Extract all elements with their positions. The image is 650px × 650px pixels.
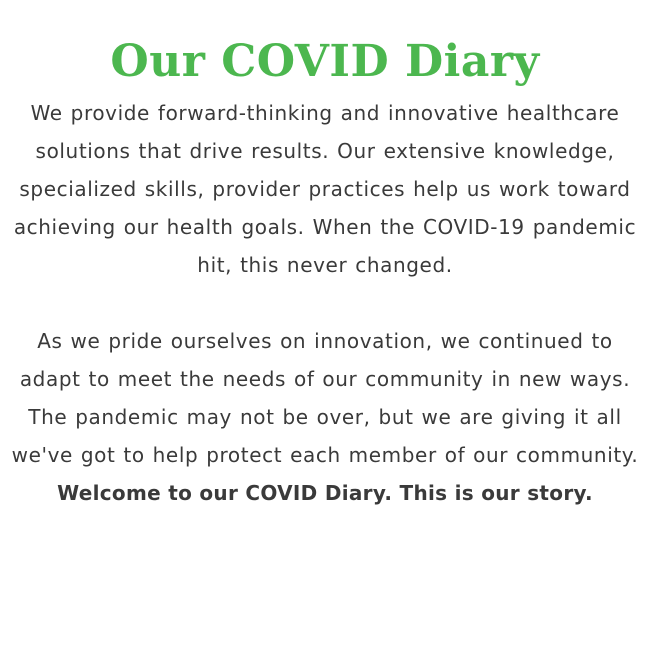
innovation-paragraph: As we pride ourselves on innovation, we continued to adapt to meet the needs of our community in new ways. The pandemic may not be over, but we are giving it all we've got to help protect each member of our community. <box>11 329 639 467</box>
page-title: Our COVID Diary <box>110 36 540 87</box>
intro-paragraph: We provide forward-thinking and innovative healthcare solutions that drive results. Our extensive knowledge, specialized skills, provider practices help us work toward achieving our health goals. When the COVID-19 pandemic hit, this never changed. <box>13 101 637 277</box>
paragraph-spacer <box>0 284 650 322</box>
welcome-tagline: Welcome to our COVID Diary. This is our story. <box>57 481 593 505</box>
